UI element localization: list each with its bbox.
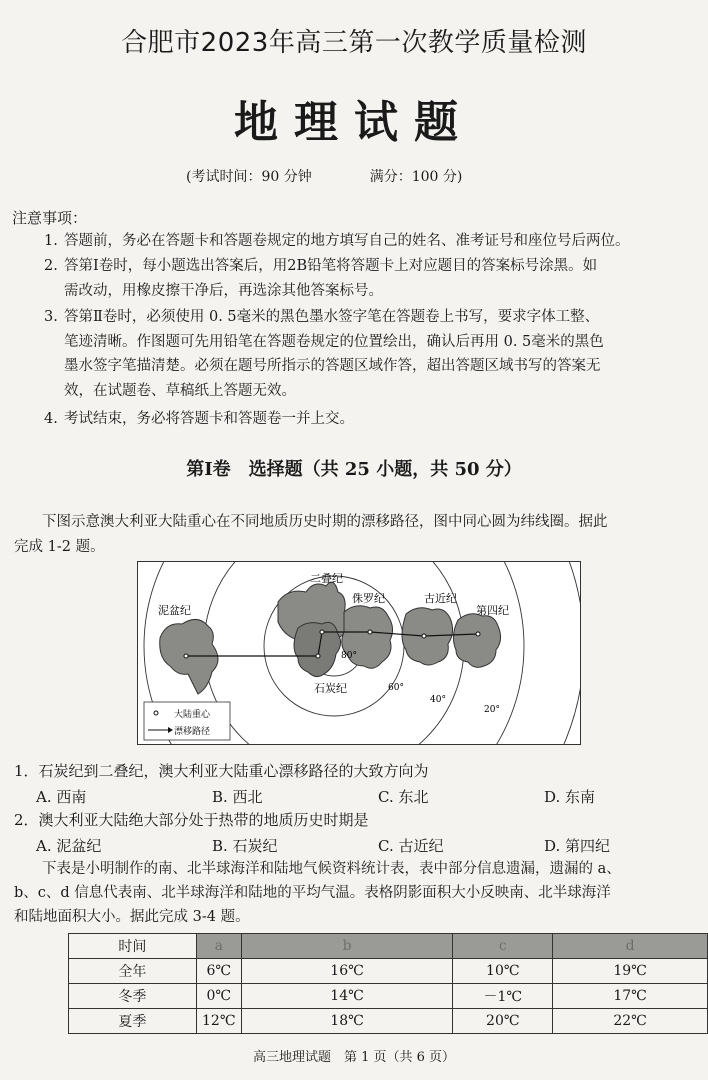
notice-item-4: 4. 考试结束，务必将答题卡和答题卷一并上交。: [44, 411, 354, 427]
question-1-stem: 1．石炭纪到二叠纪，澳大利亚大陆重心漂移路径的大致方向为: [14, 762, 429, 780]
exam-time: (考试时间：90 分钟: [186, 169, 312, 185]
continental-drift-figure: [137, 561, 581, 745]
question-2-stem: 2．澳大利亚大陆绝大部分处于热带的地质历史时期是: [14, 811, 369, 829]
q2-option-b[interactable]: B. 石炭纪: [212, 837, 278, 855]
center-quaternary: [476, 632, 480, 636]
section-title: 第Ⅰ卷 选择题（共 25 小题，共 50 分）: [186, 459, 522, 480]
header-c: c: [453, 934, 553, 959]
continent-quaternary: [453, 614, 500, 668]
label-paleogene: 古近纪: [424, 592, 457, 605]
notice-item-1: 1. 答题前，务必在答题卡和答题卷规定的地方填写自己的姓名、准考证号和座位号后两位。: [44, 233, 630, 249]
lat-60: 60°: [388, 683, 404, 693]
q2-option-d[interactable]: D. 第四纪: [544, 837, 611, 855]
question-2: [14, 809, 696, 830]
center-carboniferous: [316, 654, 320, 658]
header-d: d: [553, 934, 708, 959]
q1-option-a[interactable]: A. 西南: [36, 788, 87, 806]
header-b: b: [241, 934, 453, 959]
subject-title: 地理试题: [234, 97, 474, 148]
table-row: 全年 6℃ 16℃ 10℃ 19℃: [69, 959, 708, 984]
q2-option-a[interactable]: A. 泥盆纪: [36, 837, 102, 855]
continent-carboniferous: [294, 622, 341, 676]
table-row: 冬季 0℃ 14℃ －1℃ 17℃: [69, 984, 708, 1009]
q1-option-d[interactable]: D. 东南: [544, 788, 596, 806]
legend-center-label: 大陆重心: [174, 710, 211, 720]
center-devonian: [184, 654, 188, 658]
legend-center-marker: [154, 711, 158, 715]
notice-item-2: 2. 答第Ⅰ卷时，每小题选出答案后，用2B铅笔将答题卡上对应题目的答案标号涂黑。如 需改动，用橡皮擦干净后，再选涂其他答案标号。: [44, 258, 598, 299]
lat-80: 80°: [341, 651, 357, 661]
table-header-row: [69, 934, 708, 959]
exam-score: 满分：100 分): [369, 169, 463, 185]
drift-map: [138, 562, 580, 744]
page-footer: 高三地理试题 第 1 页（共 6 页）: [252, 1050, 456, 1065]
center-paleogene: [422, 634, 426, 638]
intro-paragraph-2: 下表是小明制作的南、北半球海洋和陆地气候资料统计表，表中部分信息遗漏，遗漏的 a、 b、c、d 信息代表南、北半球海洋和陆地的平均气温。表格阴影面积大小反映南、北半球海洋 和陆地面积大小。据此完成 3-4 题。: [14, 861, 621, 925]
label-devonian: 泥盆纪: [158, 604, 191, 617]
q1-option-b[interactable]: B. 西北: [212, 788, 263, 806]
header-time: 时间: [69, 934, 197, 959]
label-permian: 二叠纪: [310, 572, 343, 585]
exam-title: 合肥市2023年高三第一次教学质量检测: [121, 28, 587, 58]
question-2-options: [0, 835, 708, 857]
center-permian: [320, 630, 324, 634]
q2-option-c[interactable]: C. 古近纪: [378, 837, 444, 855]
legend-path-label: 漂移路径: [174, 727, 211, 737]
exam-info: [186, 166, 520, 186]
lat-20: 20°: [484, 705, 500, 715]
label-quaternary: 第四纪: [476, 604, 509, 617]
question-1-options: [0, 786, 708, 808]
notice-heading: 注意事项：: [12, 209, 88, 227]
question-1: [14, 760, 696, 781]
lat-40: 40°: [430, 695, 446, 705]
intro-paragraph-1: 下图示意澳大利亚大陆重心在不同地质历史时期的漂移路径，图中同心圆为纬线圈。据此 完成 1-2 题。: [14, 514, 608, 555]
table-row: 夏季 12℃ 18℃ 20℃ 22℃: [69, 1009, 708, 1034]
climate-table: [68, 933, 708, 1034]
notice-item-3: 3. 答第Ⅱ卷时，必须使用 0. 5毫米的黑色墨水签字笔在答题卷上书写，要求字体工整、 笔迹清晰。作图题可先用铅笔在答题卷规定的位置绘出，确认后再用 0. 5毫米的黑色 墨水签字笔描清楚。必须在题号所指示的答题区域作答，超出答题区域书写的答案无 效，在试题卷、草稿纸上答题无效。: [44, 309, 604, 399]
center-jurassic: [368, 630, 372, 634]
header-a: a: [196, 934, 241, 959]
label-carboniferous: 石炭纪: [314, 682, 347, 695]
label-jurassic: 侏罗纪: [352, 592, 385, 605]
q1-option-c[interactable]: C. 东北: [378, 788, 429, 806]
